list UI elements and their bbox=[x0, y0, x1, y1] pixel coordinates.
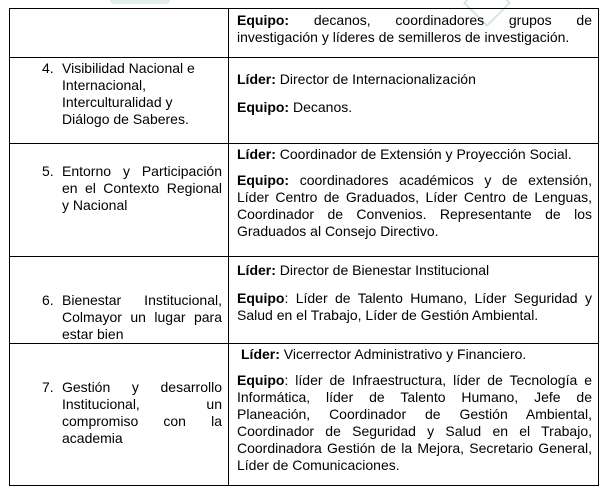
responsible-cell bbox=[229, 344, 599, 486]
team-line: Equipo: líder de Infraestructura, líder de Tecnología e Informática, líder de Talento Humano, Jefe de Planeación, Coordinador de Gestión Ambiental, Coordinador de Seguridad y Salud en el Trabajo, Coordinadora Gestión de la Mejora, Secretario General, Líder de Comunicaciones. bbox=[237, 372, 592, 473]
header-watermark-bar bbox=[110, 0, 170, 4]
leader-line: Líder: Director de Internacionalización bbox=[237, 71, 476, 87]
factor-cell bbox=[10, 344, 229, 486]
factor-number: 5. bbox=[42, 163, 54, 179]
factor-title: Gestión y desarrollo Institucional, un compromiso con la academia bbox=[62, 379, 222, 446]
team-line: Equipo: coordinadores académicos y de extensión, Líder Centro de Graduados, Líder Centro de Lenguas, Coordinador de Convenios. Representante de los Graduados al Consejo Directivo. bbox=[237, 172, 592, 239]
factor-title: Bienestar Institucional, Colmayor un lugar para estar bien bbox=[62, 292, 222, 342]
factor-title: Entorno y Participación en el Contexto Regional y Nacional bbox=[62, 163, 222, 213]
responsible-cell bbox=[229, 257, 599, 344]
factor-cell bbox=[10, 58, 229, 144]
team-line: Equipo: decanos, coordinadores grupos de investigación y líderes de semilleros de investigación. bbox=[237, 12, 592, 45]
team-line: Equipo: Líder de Talento Humano, Líder Seguridad y Salud en el Trabajo, Líder de Gestión Ambiental. bbox=[237, 290, 592, 323]
responsible-cell bbox=[229, 58, 599, 144]
table-row bbox=[10, 144, 599, 257]
team-line: Equipo: Decanos. bbox=[237, 99, 353, 115]
factor-title: Visibilidad Nacional e Internacional, Interculturalidad y Diálogo de Saberes. bbox=[62, 60, 195, 127]
leader-line: Líder: Vicerrector Administrativo y Financiero. bbox=[241, 346, 527, 362]
factor-cell bbox=[10, 9, 229, 58]
leader-line: Líder: Director de Bienestar Institucional bbox=[237, 262, 490, 278]
responsibility-table bbox=[9, 8, 599, 486]
factor-number: 7. bbox=[42, 379, 54, 395]
table-row bbox=[10, 58, 599, 144]
table-row bbox=[10, 344, 599, 486]
table-row bbox=[10, 9, 599, 58]
factor-number: 4. bbox=[42, 60, 54, 76]
factor-cell bbox=[10, 144, 229, 257]
table-row bbox=[10, 257, 599, 344]
factor-number: 6. bbox=[42, 292, 54, 308]
responsible-cell bbox=[229, 144, 599, 257]
factor-cell bbox=[10, 257, 229, 344]
leader-line: Líder: Coordinador de Extensión y Proyección Social. bbox=[237, 146, 572, 162]
responsible-cell bbox=[229, 9, 599, 58]
